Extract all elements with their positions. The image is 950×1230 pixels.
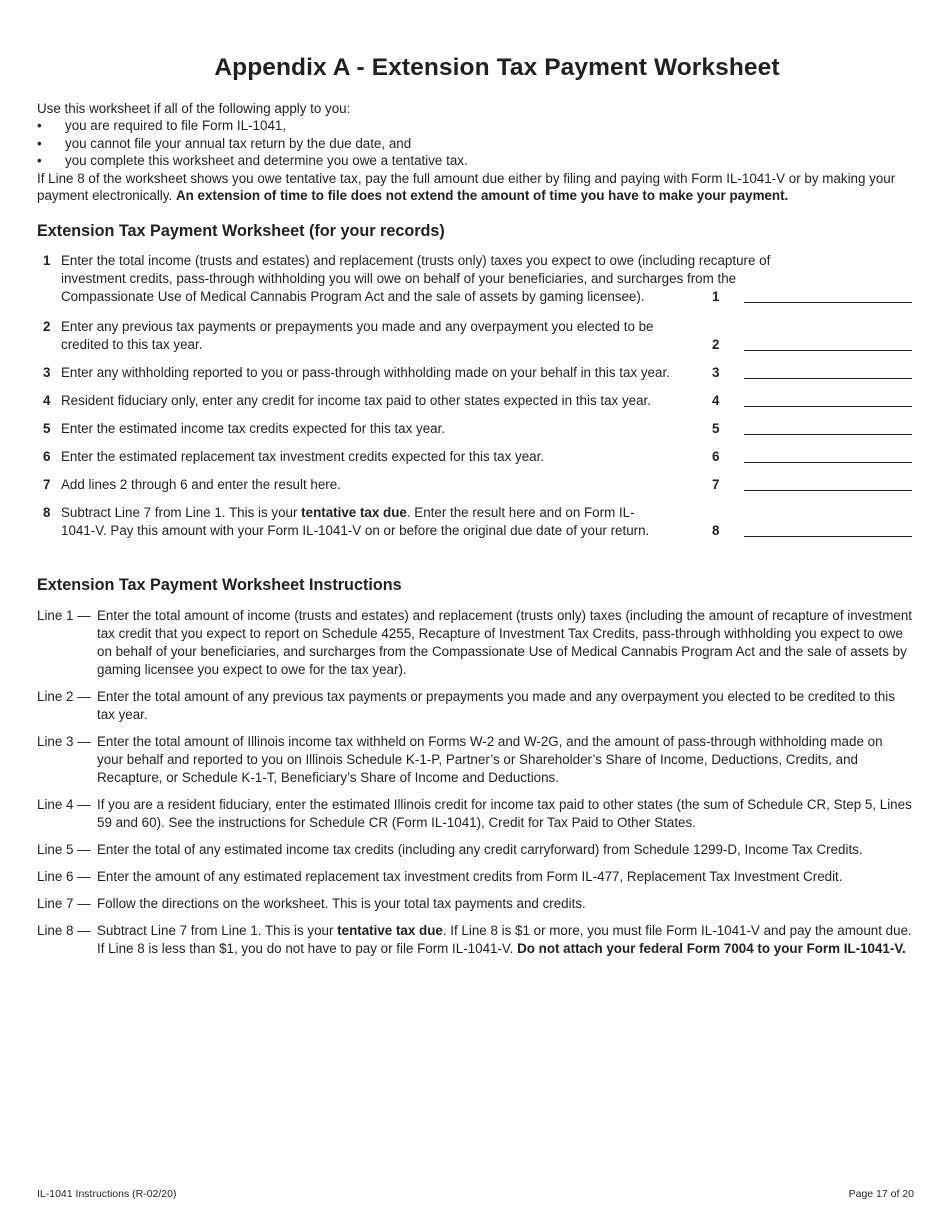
instruction-line-8: Line 8 — Subtract Line 7 from Line 1. This is your tentative tax due. If Line 8 is $1 or more, you must file Form IL-1041-V and pay the amount due. If Line 8 is less than $1, you do not have to pay or file Form IL-1041-V. Do not attach your federal Form 7004 to your Form IL-1041-V. bbox=[37, 923, 912, 956]
instruction-line-5: Line 5 — Enter the total of any estimated income tax credits (including any credit carryforward) from Schedule 1299-D, Income Tax Credits. bbox=[37, 842, 863, 857]
line-6-amount-field[interactable] bbox=[744, 448, 912, 463]
worksheet-line-8: 8 Subtract Line 7 from Line 1. This is your tentative tax due. Enter the result here and on Form IL-1041-V. Pay this amount with your Form IL-1041-V on or before the original due date of your return. 8 bbox=[37, 504, 912, 540]
bullet-icon: • bbox=[37, 118, 42, 134]
intro-bullets bbox=[37, 117, 912, 169]
list-item: • you complete this worksheet and determine you owe a tentative tax. bbox=[37, 153, 468, 169]
worksheet-line-3: 3 Enter any withholding reported to you or pass-through withholding made on your behalf in this tax year. 3 bbox=[37, 364, 912, 382]
instruction-line-3: Line 3 — Enter the total amount of Illinois income tax withheld on Forms W-2 and W-2G, and the amount of pass-through withholding made on your behalf and reported to you on Illinois Schedule K-1-P, Partner’s or Shareholder’s Share of Income, Deductions, Credits, and Recapture, or Schedule K-1-T, Beneficiary’s Share of Income and Deductions. bbox=[37, 734, 883, 785]
line-5-amount-field[interactable] bbox=[744, 420, 912, 435]
footer-page-number: Page 17 of 20 bbox=[848, 1188, 914, 1200]
worksheet-line-5: 5 Enter the estimated income tax credits expected for this tax year. 5 bbox=[37, 420, 912, 438]
line-ref: 8 bbox=[712, 523, 720, 538]
line-ref: 3 bbox=[712, 365, 720, 380]
list-item: • you cannot file your annual tax return by the due date, and bbox=[37, 135, 412, 151]
line-4-amount-field[interactable] bbox=[744, 392, 912, 407]
list-item: • you are required to file Form IL-1041, bbox=[37, 118, 287, 134]
instruction-line-6: Line 6 — Enter the amount of any estimated replacement tax investment credits from Form IL-477, Replacement Tax Investment Credit. bbox=[37, 869, 843, 884]
worksheet-line-6: 6 Enter the estimated replacement tax investment credits expected for this tax year. 6 bbox=[37, 448, 912, 466]
bullet-icon: • bbox=[37, 153, 42, 169]
intro-warning: An extension of time to file does not extend the amount of time you have to make your payment. bbox=[175, 188, 789, 204]
instructions-heading: Extension Tax Payment Worksheet Instructions bbox=[37, 576, 402, 594]
worksheet-line-2: 2 Enter any previous tax payments or prepayments you made and any overpayment you elected to be credited to this tax year. 2 bbox=[37, 318, 912, 354]
line-ref: 5 bbox=[712, 421, 720, 436]
worksheet-heading: Extension Tax Payment Worksheet (for your records) bbox=[37, 222, 445, 240]
instruction-line-2: Line 2 — Enter the total amount of any previous tax payments or prepayments you made and any overpayment you elected to be credited to this tax year. bbox=[37, 689, 895, 722]
line-ref: 4 bbox=[712, 393, 720, 408]
instruction-line-4: Line 4 — If you are a resident fiduciary, enter the estimated Illinois credit for income tax paid to other states (the sum of Schedule CR, Step 5, Lines 59 and 60). See the instructions for Schedule CR (Form IL-1041), Credit for Tax Paid to Other States. bbox=[37, 797, 912, 830]
worksheet bbox=[37, 252, 912, 550]
worksheet-line-1: 1 Enter the total income (trusts and estates) and replacement (trusts only) taxes you expect to owe (including recapture of investment credits, pass-through withholding you will owe on behalf of your beneficiaries, and surcharges from the Compassionate Use of Medical Cannabis Program Act and the sale of assets by gaming licensee). 1 bbox=[37, 252, 912, 306]
intro-section bbox=[37, 100, 912, 204]
line-3-amount-field[interactable] bbox=[744, 364, 912, 379]
intro-paragraph: If Line 8 of the worksheet shows you owe tentative tax, pay the full amount due either by filing and paying with Form IL-1041-V or by making your payment electronically. An extension of time to file does not extend the amount of time you have to make your payment. bbox=[37, 170, 896, 204]
line-8-amount-field[interactable] bbox=[744, 522, 912, 537]
line-ref: 2 bbox=[712, 337, 720, 352]
worksheet-line-7: 7 Add lines 2 through 6 and enter the result here. 7 bbox=[37, 476, 912, 494]
line-ref: 1 bbox=[712, 289, 720, 304]
worksheet-line-4: 4 Resident fiduciary only, enter any credit for income tax paid to other states expected in this tax year. 4 bbox=[37, 392, 912, 410]
line-2-amount-field[interactable] bbox=[744, 336, 912, 351]
page-title: Appendix A - Extension Tax Payment Worksheet bbox=[214, 54, 780, 81]
line-ref: 6 bbox=[712, 449, 720, 464]
line-1-amount-field[interactable] bbox=[744, 288, 912, 303]
footer-form-id: IL-1041 Instructions (R-02/20) bbox=[37, 1188, 177, 1200]
instruction-line-7: Line 7 — Follow the directions on the worksheet. This is your total tax payments and credits. bbox=[37, 896, 586, 911]
instructions-list bbox=[37, 607, 912, 967]
intro-lead: Use this worksheet if all of the following apply to you: bbox=[37, 101, 351, 116]
bullet-icon: • bbox=[37, 135, 42, 151]
instruction-line-1: Line 1 — Enter the total amount of income (trusts and estates) and replacement (trusts only) taxes (including the amount of recapture of investment tax credit that you expect to report on Schedule 4255, Recapture of Investment Tax Credits, pass-through withholding you expect to owe on behalf of your beneficiaries, and surcharges from the Compassionate Use of Medical Cannabis Program Act and the sale of assets by gaming licensee you expect to owe for the tax year). bbox=[37, 608, 913, 677]
line-7-amount-field[interactable] bbox=[744, 476, 912, 491]
line-ref: 7 bbox=[712, 477, 720, 492]
